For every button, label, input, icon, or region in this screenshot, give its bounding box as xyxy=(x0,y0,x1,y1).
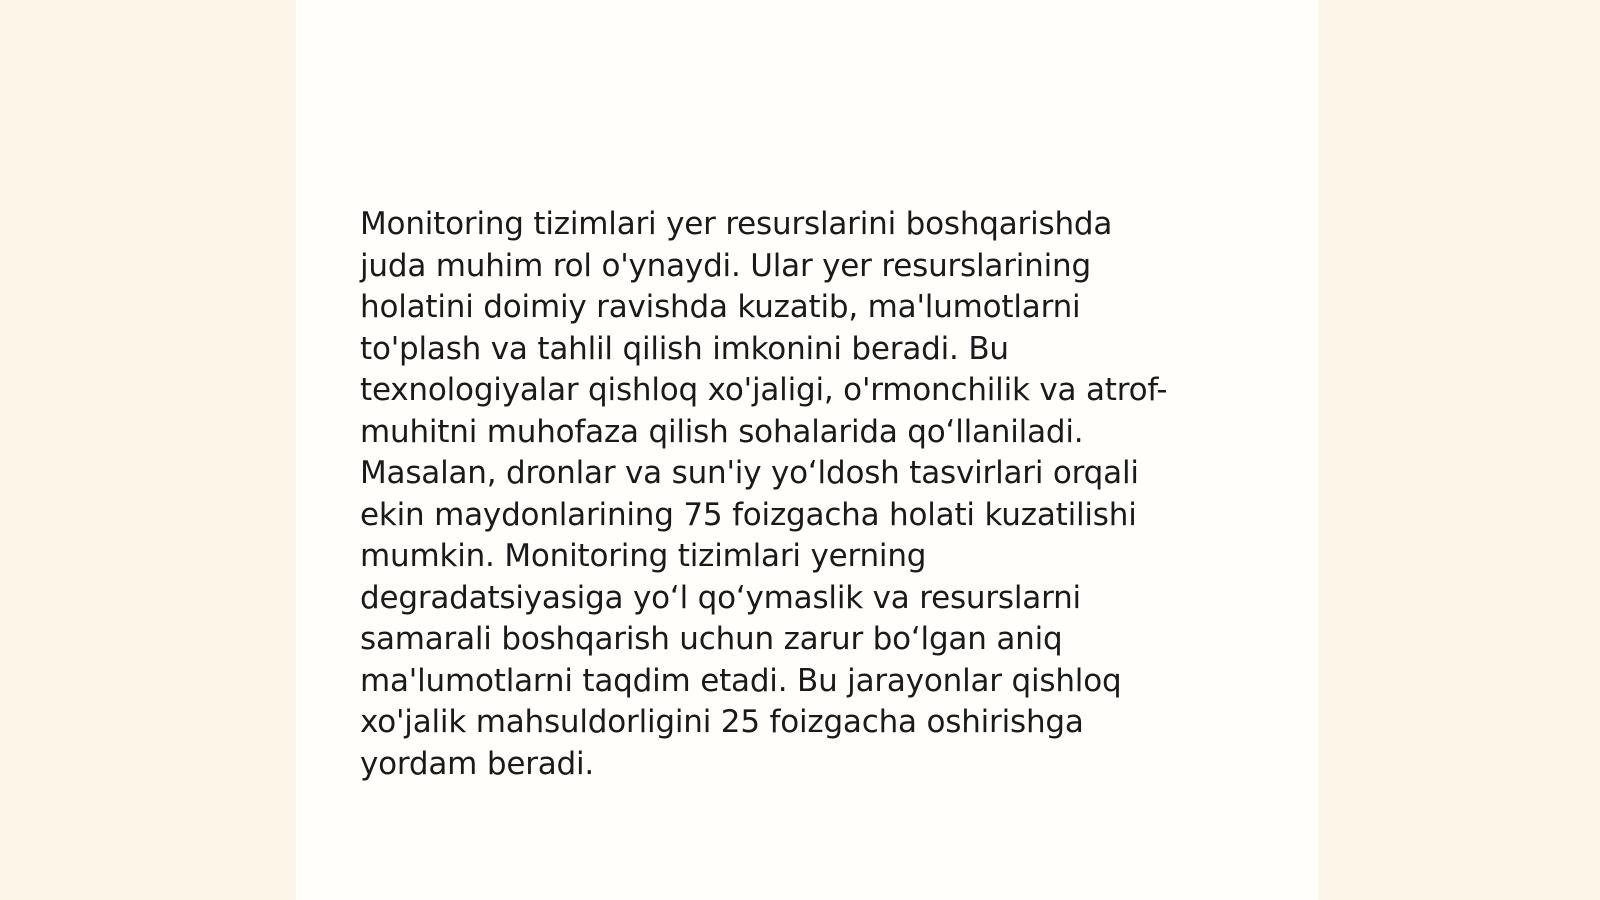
paragraph-line: degradatsiyasiga yoʻl qoʻymaslik va resurslarni xyxy=(360,579,1081,616)
left-margin xyxy=(0,0,296,900)
paragraph-line: to'plash va tahlil qilish imkonini beradi. Bu xyxy=(360,330,1009,367)
paragraph-line: samarali boshqarish uchun zarur boʻlgan aniq xyxy=(360,621,1063,657)
document-page xyxy=(296,0,1318,900)
paragraph-line: ekin maydonlarining 75 foizgacha holati kuzatilishi xyxy=(360,496,1137,533)
body-paragraph xyxy=(360,204,1230,785)
paragraph-line: Masalan, dronlar va sun'iy yoʻldosh tasvirlari orqali xyxy=(360,455,1139,491)
paragraph-line: muhitni muhofaza qilish sohalarida qoʻllaniladi. xyxy=(360,413,1084,450)
paragraph-line: juda muhim rol o'ynaydi. Ular yer resurslarining xyxy=(360,247,1091,284)
paragraph-line: holatini doimiy ravishda kuzatib, ma'lumotlarni xyxy=(360,289,1081,325)
paragraph-line: mumkin. Monitoring tizimlari yerning xyxy=(360,538,927,574)
paragraph-line: ma'lumotlarni taqdim etadi. Bu jarayonlar qishloq xyxy=(360,662,1122,699)
paragraph-line: Monitoring tizimlari yer resurslarini boshqarishda xyxy=(360,206,1113,242)
right-margin xyxy=(1318,0,1600,900)
paragraph-line: xo'jalik mahsuldorligini 25 foizgacha oshirishga xyxy=(360,704,1084,740)
paragraph-line: texnologiyalar qishloq xo'jaligi, o'rmonchilik va atrof- xyxy=(360,372,1168,408)
paragraph-line: yordam beradi. xyxy=(360,745,595,782)
